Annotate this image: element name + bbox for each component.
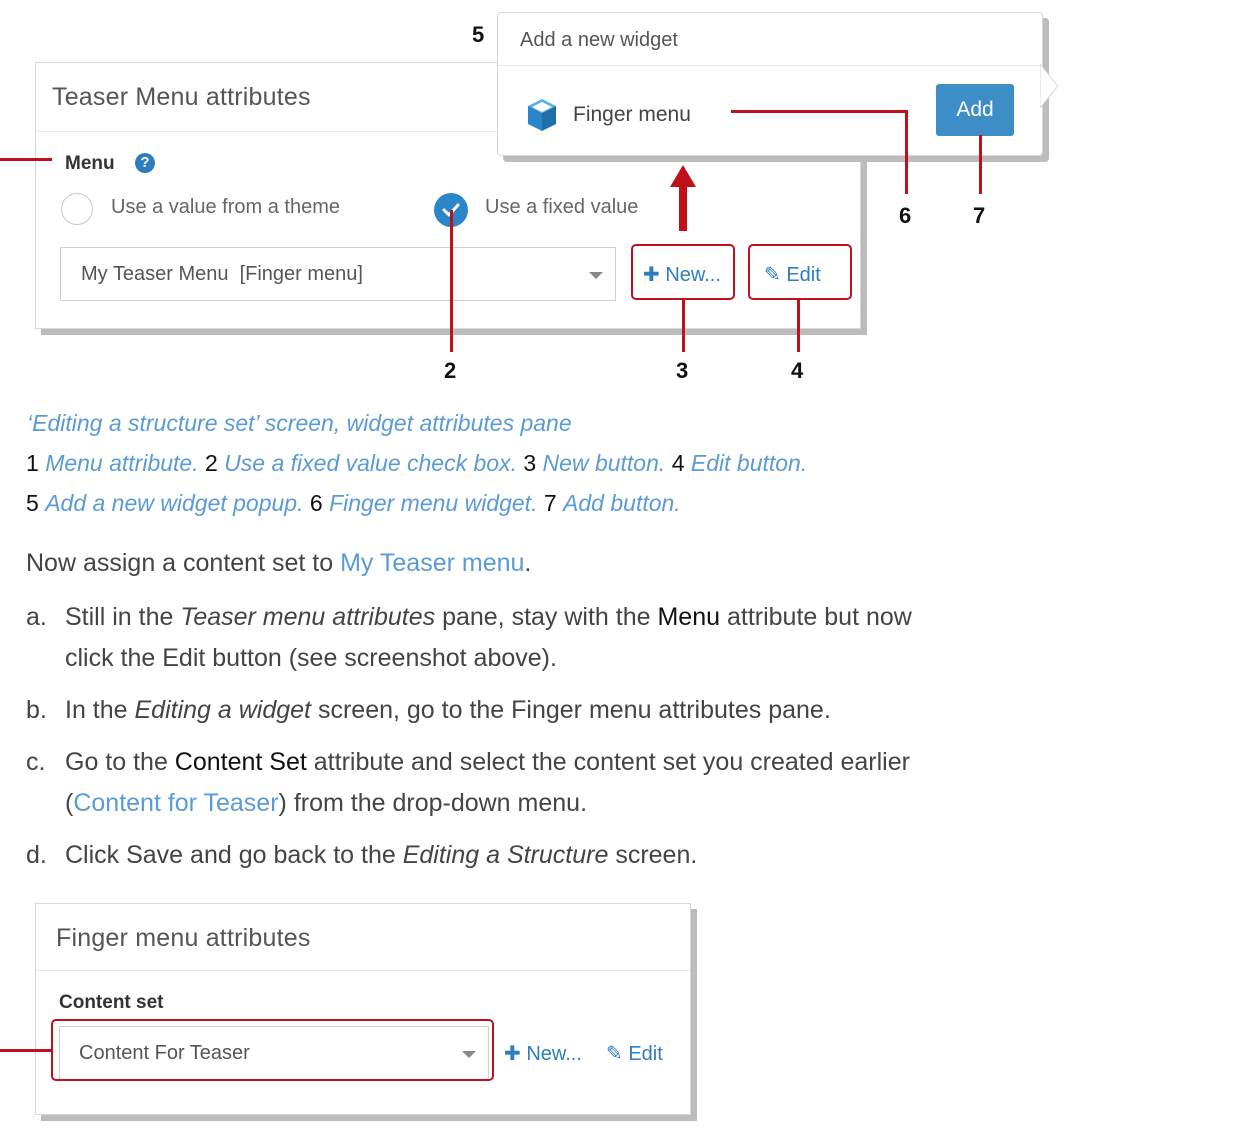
- step-text: ) from the drop-down menu.: [278, 789, 588, 817]
- caption-num: 4: [671, 450, 685, 476]
- caption-num: 2: [205, 450, 218, 476]
- radio-use-theme-value[interactable]: [61, 193, 93, 225]
- intro-paragraph: [26, 549, 531, 578]
- caption-desc: New button.: [542, 450, 666, 476]
- step-letter: d.: [26, 841, 47, 869]
- step-text: attribute and select the content set you created earlier: [306, 748, 910, 776]
- edit-button[interactable]: [606, 1041, 663, 1066]
- add-widget-popup: [497, 12, 1043, 156]
- pane-title: Teaser Menu attributes: [52, 83, 311, 111]
- radio-use-theme-label: Use a value from a theme: [111, 196, 340, 218]
- popup-pointer: [1040, 64, 1060, 108]
- add-button[interactable]: Add: [936, 84, 1014, 136]
- step-text: attribute but now: [720, 603, 912, 631]
- new-button[interactable]: [504, 1041, 582, 1066]
- step-a-line2: click the Edit button (see screenshot above).: [65, 644, 557, 672]
- step-text: pane, stay with the: [435, 603, 658, 631]
- intro-after: .: [524, 549, 532, 577]
- finger-menu-attributes-pane: [35, 903, 691, 1115]
- step-text: (: [65, 789, 74, 817]
- menu-select-value: My Teaser Menu [Finger menu]: [81, 263, 363, 285]
- edit-button-label: Edit: [786, 264, 821, 286]
- step-text: Click Save and go back to the: [65, 841, 403, 869]
- edit-button-label: Edit: [628, 1043, 663, 1065]
- step-emphasis: Teaser menu attributes: [180, 603, 436, 631]
- callout-number-6: 6: [899, 203, 912, 228]
- step-letter: a.: [26, 603, 47, 631]
- step-c-line2: [65, 789, 587, 818]
- pencil-icon: ✎: [764, 264, 781, 286]
- intro-link[interactable]: My Teaser menu: [340, 549, 525, 577]
- step-text: Go to the: [65, 748, 175, 776]
- menu-select[interactable]: [60, 247, 616, 301]
- step-d: [26, 841, 697, 870]
- caption-num: 3: [523, 450, 537, 476]
- pane-title: Finger menu attributes: [56, 924, 311, 952]
- caption-num: 6: [309, 490, 323, 516]
- new-button-label: New...: [526, 1043, 582, 1065]
- caption-desc: Edit button.: [690, 450, 808, 476]
- popup-title: Add a new widget: [520, 29, 678, 51]
- step-emphasis: Editing a widget: [134, 696, 312, 724]
- new-button-highlight: [631, 244, 735, 300]
- figure-caption-title: ‘Editing a structure set’ screen, widget attributes pane: [27, 410, 572, 436]
- callout-line-6-v: [905, 110, 908, 194]
- cube-icon: [525, 97, 559, 133]
- callout-number-4: 4: [791, 358, 804, 383]
- content-set-select-value: Content For Teaser: [79, 1042, 250, 1064]
- content-set-highlight: [51, 1019, 494, 1081]
- caption-num: 5: [26, 490, 39, 516]
- caption-desc: Finger menu widget.: [329, 490, 538, 516]
- step-bold: Content Set: [174, 748, 307, 776]
- callout-line-4: [797, 300, 800, 352]
- caption-desc: Add a new widget popup.: [45, 490, 304, 516]
- caption-desc: Use a fixed value check box.: [224, 450, 517, 476]
- callout-number-5: 5: [472, 22, 485, 47]
- step-emphasis: Editing a Structure: [402, 841, 609, 869]
- step-text: screen, go to the Finger menu attributes pane.: [311, 696, 831, 724]
- callout-line-3: [682, 300, 685, 352]
- caption-num: 7: [543, 490, 557, 516]
- intro-text: Now assign a content set to: [26, 549, 341, 577]
- caption-desc: Add button.: [563, 490, 681, 516]
- callout-number-2: 2: [444, 358, 457, 383]
- new-button-label: New...: [665, 264, 721, 286]
- step-b: [26, 696, 831, 725]
- edit-button-highlight: [748, 244, 852, 300]
- step-c: [26, 748, 910, 777]
- help-icon[interactable]: ?: [135, 153, 155, 173]
- callout-line-content-set: [0, 1049, 52, 1052]
- step-text: Still in the: [65, 603, 181, 631]
- content-for-teaser-link[interactable]: Content for Teaser: [73, 789, 279, 817]
- callout-line-7: [979, 135, 982, 194]
- plus-icon: ✚: [643, 264, 660, 286]
- up-arrow-icon: [669, 165, 697, 231]
- callout-line-1: [0, 158, 52, 161]
- callout-line-2: [450, 210, 453, 352]
- chevron-down-icon: [589, 272, 603, 279]
- plus-icon: ✚: [504, 1043, 521, 1065]
- pencil-icon: ✎: [606, 1043, 623, 1065]
- callout-line-6-h: [731, 110, 907, 113]
- step-a: [26, 603, 912, 632]
- caption-line-1: [26, 450, 807, 477]
- callout-number-7: 7: [973, 203, 986, 228]
- step-text: screen.: [608, 841, 698, 869]
- radio-use-fixed-label: Use a fixed value: [485, 196, 639, 218]
- popup-divider: [498, 65, 1042, 66]
- step-letter: b.: [26, 696, 47, 724]
- step-letter: c.: [26, 748, 46, 776]
- step-text: In the: [65, 696, 135, 724]
- step-bold: Menu: [657, 603, 721, 631]
- caption-desc: Menu attribute.: [45, 450, 199, 476]
- finger-menu-widget[interactable]: Finger menu: [573, 103, 691, 126]
- content-set-label: Content set: [59, 992, 164, 1013]
- menu-attribute-label: Menu: [65, 153, 115, 174]
- caption-num: 1: [26, 450, 39, 476]
- callout-number-3: 3: [676, 358, 689, 383]
- pane-divider: [36, 970, 690, 971]
- caption-line-2: [26, 490, 681, 517]
